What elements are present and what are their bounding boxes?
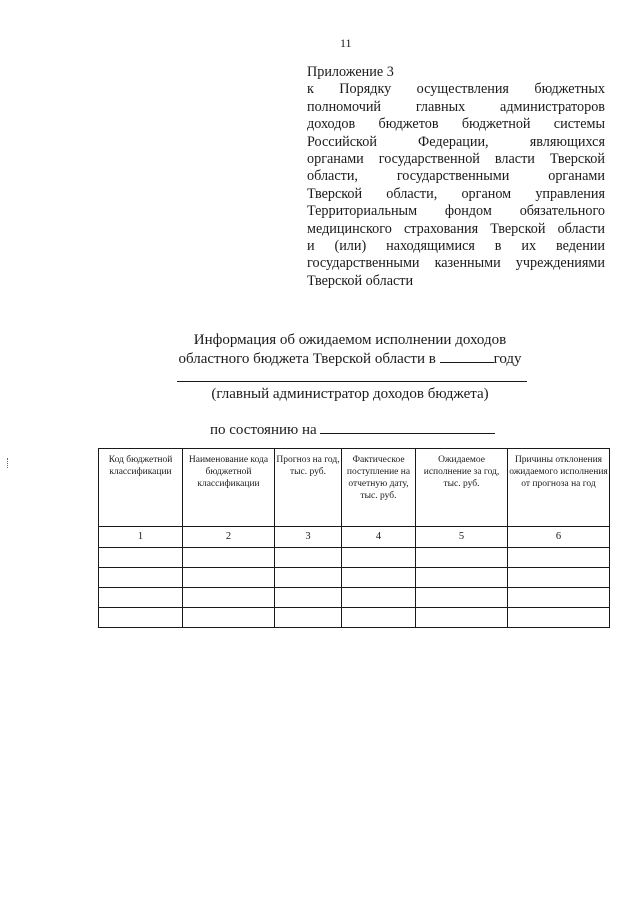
table-cell	[416, 608, 508, 628]
column-number: 1	[99, 527, 183, 548]
column-number: 5	[416, 527, 508, 548]
table-cell	[508, 548, 610, 568]
table-cell	[342, 548, 416, 568]
table-cell	[342, 568, 416, 588]
appendix-line: государственными казенными учреждениями	[307, 255, 605, 272]
appendix-line: и (или) находящимися в их ведении	[307, 238, 605, 255]
table-cell	[416, 588, 508, 608]
table-cell	[183, 548, 275, 568]
table-cell	[99, 588, 183, 608]
appendix-heading: Приложение 3	[307, 64, 394, 80]
title-suffix: году	[493, 351, 522, 367]
page-number: 11	[340, 36, 352, 50]
appendix-line: Тверской области, органом управления	[307, 185, 605, 202]
table-cell	[183, 568, 275, 588]
table-cell	[183, 608, 275, 628]
column-header: Код бюджетной классификации	[99, 449, 183, 527]
appendix-block	[307, 64, 605, 290]
column-header: Наименование кода бюджетной классификации	[183, 449, 275, 527]
table-cell	[342, 588, 416, 608]
table-row	[99, 548, 610, 568]
column-header: Прогноз на год, тыс. руб.	[275, 449, 342, 527]
as-of-date-blank-field	[320, 420, 495, 434]
title-prefix: областного бюджета Тверской области в	[178, 351, 436, 367]
column-number: 6	[508, 527, 610, 548]
appendix-line: полномочий главных администраторов	[307, 98, 605, 115]
appendix-line: области, государственными органами	[307, 168, 605, 185]
column-number: 3	[275, 527, 342, 548]
appendix-line: Территориальным фондом обязательного	[307, 203, 605, 220]
administrator-blank-line	[177, 381, 527, 382]
column-header: Причины отклонения ожидаемого исполнения от прогноза на год	[508, 449, 610, 527]
year-blank-field	[440, 349, 494, 363]
information-table	[98, 448, 610, 628]
appendix-line: к Порядку осуществления бюджетных	[307, 81, 605, 98]
column-number: 4	[342, 527, 416, 548]
column-header: Ожидаемое исполнение за год, тыс. руб.	[416, 449, 508, 527]
table-header-row	[99, 449, 610, 527]
table-cell	[508, 588, 610, 608]
margin-mark	[7, 458, 9, 468]
as-of-label: по состоянию на	[210, 422, 317, 438]
appendix-line: Тверской области	[307, 272, 414, 289]
column-header: Фактическое поступление на отчетную дату, тыс. руб.	[342, 449, 416, 527]
table-cell	[416, 548, 508, 568]
table-cell	[183, 588, 275, 608]
appendix-line: Российской Федерации, являющихся	[307, 133, 605, 150]
table-cell	[508, 568, 610, 588]
table-cell	[275, 568, 342, 588]
appendix-line: органами государственной власти Тверской	[307, 151, 605, 168]
appendix-line: медицинского страхования Тверской области	[307, 220, 605, 237]
table-cell	[99, 568, 183, 588]
column-number-row	[99, 527, 610, 548]
as-of-date-row	[210, 420, 495, 439]
table-row	[99, 588, 610, 608]
table-cell	[275, 548, 342, 568]
column-number: 2	[183, 527, 275, 548]
table-cell	[416, 568, 508, 588]
document-title-line-1: Информация об ожидаемом исполнении доходов	[193, 332, 507, 348]
administrator-caption: (главный администратор доходов бюджета)	[211, 386, 489, 402]
table-cell	[342, 608, 416, 628]
table-cell	[99, 608, 183, 628]
table-row	[99, 608, 610, 628]
table-cell	[508, 608, 610, 628]
table-row	[99, 568, 610, 588]
table-cell	[275, 588, 342, 608]
document-title-line-2	[140, 349, 560, 368]
table-cell	[275, 608, 342, 628]
appendix-line: доходов бюджетов бюджетной системы	[307, 116, 605, 133]
table-cell	[99, 548, 183, 568]
